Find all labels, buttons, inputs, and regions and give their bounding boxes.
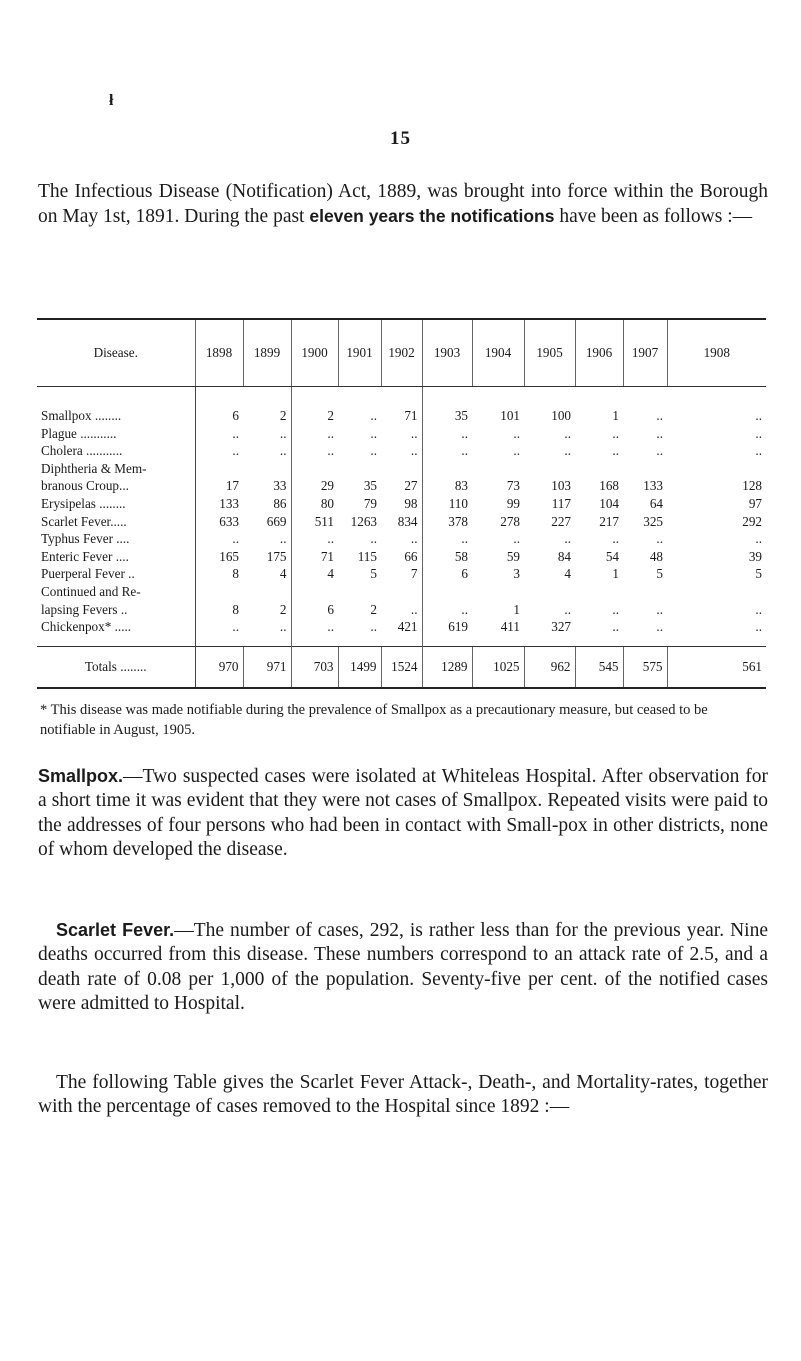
value-cell <box>195 583 243 601</box>
value-cell <box>575 460 623 478</box>
value-cell: .. <box>612 619 619 635</box>
value-cell: .. <box>612 425 619 441</box>
value-cell: 834 <box>397 513 418 529</box>
value-cell: 669 <box>266 513 287 529</box>
disease-name-cell: Diphtheria & Mem- <box>37 460 195 478</box>
disease-name-cell: Smallpox ........ <box>37 387 195 425</box>
value-cell: 1 <box>513 601 520 617</box>
disease-name-cell: Puerperal Fever .. <box>37 565 195 583</box>
value-cell: 115 <box>357 548 377 564</box>
notifications-table-wrap <box>37 318 766 689</box>
value-cell: 98 <box>404 495 418 511</box>
intro-paragraph <box>38 180 768 229</box>
value-cell: 278 <box>500 513 520 529</box>
value-cell: .. <box>291 442 338 460</box>
year-header-1906: 1906 <box>575 319 623 387</box>
value-cell <box>472 460 524 478</box>
value-cell: .. <box>656 619 663 635</box>
smallpox-text: —Two suspected cases were isolated at Whiteleas Hospital. After observation for a short time it was evident that they were not cases of Smallpox. Repeated visits were paid to the addresses of four persons who had been in contact with Small-pox in other districts, none of whom developed the disease. <box>38 766 768 861</box>
value-cell: .. <box>410 425 418 441</box>
year-header-1908: 1908 <box>667 319 766 387</box>
value-cell <box>195 460 243 478</box>
value-cell <box>338 583 381 601</box>
value-cell: .. <box>612 443 619 459</box>
value-cell: 54 <box>605 548 619 564</box>
value-cell: 133 <box>643 478 663 494</box>
year-header-1902: 1902 <box>381 319 422 387</box>
table-row <box>37 442 766 460</box>
value-cell: .. <box>656 408 663 423</box>
year-header-1904: 1904 <box>472 319 524 387</box>
value-cell: .. <box>279 531 287 547</box>
table-row <box>37 387 766 425</box>
value-cell: .. <box>279 443 287 459</box>
value-cell: .. <box>422 442 472 460</box>
value-cell: 110 <box>422 495 472 513</box>
total-value-cell: 1524 <box>381 646 422 688</box>
value-cell: 17 <box>225 478 239 494</box>
value-cell: 227 <box>551 513 571 529</box>
value-cell: 1 <box>612 408 619 423</box>
value-cell: .. <box>564 443 571 459</box>
value-cell: .. <box>291 530 338 548</box>
value-cell <box>667 583 766 601</box>
disease-name-cell: lapsing Fevers .. <box>37 601 195 619</box>
table-row <box>37 565 766 583</box>
total-value-cell: 1289 <box>422 646 472 688</box>
value-cell: 71 <box>404 408 418 423</box>
value-cell: 6 <box>291 601 338 619</box>
value-cell <box>422 583 472 601</box>
value-cell <box>623 583 667 601</box>
smallpox-heading: Smallpox. <box>38 766 124 786</box>
disease-name-cell: Erysipelas ........ <box>37 495 195 513</box>
value-cell: 1263 <box>350 513 377 529</box>
totals-row <box>37 646 766 688</box>
value-cell <box>291 460 338 478</box>
value-cell: .. <box>656 601 663 617</box>
value-cell: .. <box>612 601 619 617</box>
value-cell: .. <box>370 619 377 635</box>
value-cell: 165 <box>219 548 239 564</box>
value-cell: 58 <box>422 548 472 566</box>
value-cell: 80 <box>291 495 338 513</box>
disease-name-cell: branous Croup... <box>37 477 195 495</box>
value-cell: 6 <box>232 408 239 423</box>
year-header-1900: 1900 <box>291 319 338 387</box>
total-value-cell: 545 <box>575 646 623 688</box>
value-cell: 64 <box>649 495 663 511</box>
value-cell: .. <box>370 443 377 459</box>
following-table-paragraph: The following Table gives the Scarlet Fever Attack-, Death-, and Mortality-rates, together with the percentage of cases removed to the Hospital since 1892 :— <box>38 1072 768 1118</box>
table-row <box>37 513 766 531</box>
value-cell: 27 <box>404 478 418 494</box>
value-cell: .. <box>564 531 571 547</box>
table-row <box>37 495 766 513</box>
value-cell: 7 <box>410 566 418 582</box>
total-value-cell: 575 <box>623 646 667 688</box>
value-cell: 378 <box>422 513 472 531</box>
value-cell: .. <box>513 425 520 441</box>
footnote: * This disease was made notifiable during the prevalence of Smallpox as a precautionary measure, but ceased to be notifiable in August, 1905. <box>40 702 708 738</box>
table-row <box>37 530 766 548</box>
year-header-1905: 1905 <box>524 319 575 387</box>
value-cell: 133 <box>219 495 239 511</box>
intro-text-end: have been as follows :— <box>554 206 753 227</box>
page-number: 15 <box>390 128 411 149</box>
table-row <box>37 583 766 601</box>
year-header-1901: 1901 <box>338 319 381 387</box>
table-header-row <box>37 319 766 387</box>
value-cell: .. <box>513 443 520 459</box>
value-cell: .. <box>564 601 571 617</box>
value-cell: 2 <box>279 601 287 617</box>
value-cell: 128 <box>742 478 762 494</box>
value-cell: 327 <box>551 619 571 635</box>
table-row <box>37 425 766 443</box>
value-cell: 79 <box>363 495 377 511</box>
intro-text-start: The Infectious Disease (Notification) Act, 1889, was brought into force within the Borough on May 1st, 1891. During the past <box>38 181 768 227</box>
value-cell: 35 <box>363 478 377 494</box>
disease-name-cell: Scarlet Fever..... <box>37 513 195 531</box>
value-cell: 100 <box>551 408 571 423</box>
value-cell: .. <box>564 425 571 441</box>
value-cell: 217 <box>599 513 619 529</box>
value-cell: .. <box>755 425 762 441</box>
table-row <box>37 460 766 478</box>
value-cell: 5 <box>755 566 762 582</box>
value-cell <box>524 460 575 478</box>
value-cell: .. <box>232 619 239 635</box>
year-header-1898: 1898 <box>195 319 243 387</box>
total-value-cell: 703 <box>291 646 338 688</box>
value-cell: 117 <box>551 495 571 511</box>
value-cell: 97 <box>748 495 762 511</box>
value-cell: .. <box>755 443 762 459</box>
notifications-table <box>37 318 766 689</box>
disease-name-cell: Cholera ........... <box>37 442 195 460</box>
total-value-cell: 971 <box>243 646 291 688</box>
value-cell <box>381 460 422 478</box>
value-cell: .. <box>422 425 472 443</box>
value-cell: .. <box>513 531 520 547</box>
scarlet-fever-text: —The number of cases, 292, is rather less than for the previous year. Nine deaths occurred from this disease. These numbers correspond to an attack rate of 2.5, and a death rate of 0.08 per 1,000 of the population. Seventy-five per cent. of the notified cases were admitted to Hospital. <box>38 920 768 1015</box>
value-cell: .. <box>410 531 418 547</box>
value-cell: 103 <box>551 478 571 494</box>
value-cell: 633 <box>219 513 239 529</box>
value-cell <box>291 583 338 601</box>
year-header-1899: 1899 <box>243 319 291 387</box>
total-value-cell: 561 <box>667 646 766 688</box>
total-value-cell: 970 <box>195 646 243 688</box>
value-cell: 39 <box>748 548 762 564</box>
value-cell: .. <box>755 408 762 423</box>
smallpox-paragraph <box>38 764 768 863</box>
value-cell: 29 <box>291 477 338 495</box>
value-cell: 84 <box>557 548 571 564</box>
value-cell: .. <box>279 425 287 441</box>
value-cell: 71 <box>291 548 338 566</box>
value-cell: .. <box>612 531 619 547</box>
value-cell: 175 <box>266 548 287 564</box>
value-cell: 8 <box>232 566 239 582</box>
value-cell: .. <box>370 408 377 423</box>
value-cell <box>575 583 623 601</box>
value-cell <box>381 583 422 601</box>
value-cell: .. <box>656 425 663 441</box>
corner-mark: ł <box>109 92 114 109</box>
value-cell: .. <box>422 530 472 548</box>
value-cell: .. <box>410 443 418 459</box>
value-cell: 66 <box>404 548 418 564</box>
value-cell: .. <box>232 531 239 547</box>
scarlet-fever-heading: Scarlet Fever. <box>56 920 175 940</box>
value-cell: 48 <box>649 548 663 564</box>
value-cell: .. <box>422 601 472 619</box>
total-value-cell: 1499 <box>338 646 381 688</box>
value-cell: 73 <box>506 478 520 494</box>
value-cell <box>422 460 472 478</box>
value-cell: 83 <box>422 477 472 495</box>
disease-name-cell: Plague ........... <box>37 425 195 443</box>
value-cell: 59 <box>506 548 520 564</box>
disease-name-cell: Enteric Fever .... <box>37 548 195 566</box>
value-cell: .. <box>279 619 287 635</box>
value-cell <box>338 460 381 478</box>
value-cell: .. <box>232 443 239 459</box>
value-cell: 104 <box>599 495 619 511</box>
value-cell: 411 <box>500 619 520 635</box>
value-cell: 2 <box>370 601 377 617</box>
value-cell: 4 <box>291 565 338 583</box>
value-cell <box>524 583 575 601</box>
value-cell: .. <box>410 601 418 617</box>
value-cell <box>623 460 667 478</box>
value-cell: 421 <box>397 619 418 635</box>
value-cell: .. <box>755 601 762 617</box>
value-cell: .. <box>291 425 338 443</box>
scarlet-fever-paragraph <box>38 918 768 1017</box>
value-cell: 325 <box>643 513 663 529</box>
value-cell: 2 <box>279 408 287 423</box>
table-row <box>37 618 766 646</box>
value-cell: 33 <box>273 478 287 494</box>
value-cell: 292 <box>742 513 762 529</box>
value-cell: .. <box>370 531 377 547</box>
table-row <box>37 601 766 619</box>
value-cell: 1 <box>612 566 619 582</box>
totals-label: Totals ........ <box>37 646 195 688</box>
value-cell: 5 <box>656 566 663 582</box>
value-cell: 35 <box>422 387 472 425</box>
table-row <box>37 477 766 495</box>
value-cell: .. <box>755 531 762 547</box>
total-value-cell: 962 <box>524 646 575 688</box>
value-cell <box>243 583 291 601</box>
value-cell <box>243 460 291 478</box>
disease-name-cell: Continued and Re- <box>37 583 195 601</box>
year-header-1907: 1907 <box>623 319 667 387</box>
value-cell: 86 <box>273 495 287 511</box>
disease-column-header: Disease. <box>37 319 195 387</box>
value-cell: 4 <box>564 566 571 582</box>
table-row <box>37 548 766 566</box>
value-cell: 3 <box>513 566 520 582</box>
value-cell: .. <box>656 443 663 459</box>
value-cell: .. <box>370 425 377 441</box>
disease-name-cell: Chickenpox* ..... <box>37 618 195 646</box>
value-cell: 8 <box>232 601 239 617</box>
value-cell: 5 <box>370 566 377 582</box>
value-cell: .. <box>656 531 663 547</box>
value-cell: 2 <box>291 387 338 425</box>
intro-bold-text: eleven years the notifications <box>309 206 555 226</box>
total-value-cell: 1025 <box>472 646 524 688</box>
value-cell <box>472 583 524 601</box>
value-cell: 6 <box>422 565 472 583</box>
value-cell: 4 <box>279 566 287 582</box>
value-cell: .. <box>232 425 239 441</box>
value-cell: 619 <box>422 618 472 646</box>
value-cell: 99 <box>506 495 520 511</box>
value-cell: .. <box>291 618 338 646</box>
value-cell: 168 <box>599 478 619 494</box>
value-cell <box>667 460 766 478</box>
value-cell: .. <box>755 619 762 635</box>
value-cell: 511 <box>291 513 338 531</box>
disease-name-cell: Typhus Fever .... <box>37 530 195 548</box>
year-header-1903: 1903 <box>422 319 472 387</box>
value-cell: 101 <box>500 408 520 423</box>
